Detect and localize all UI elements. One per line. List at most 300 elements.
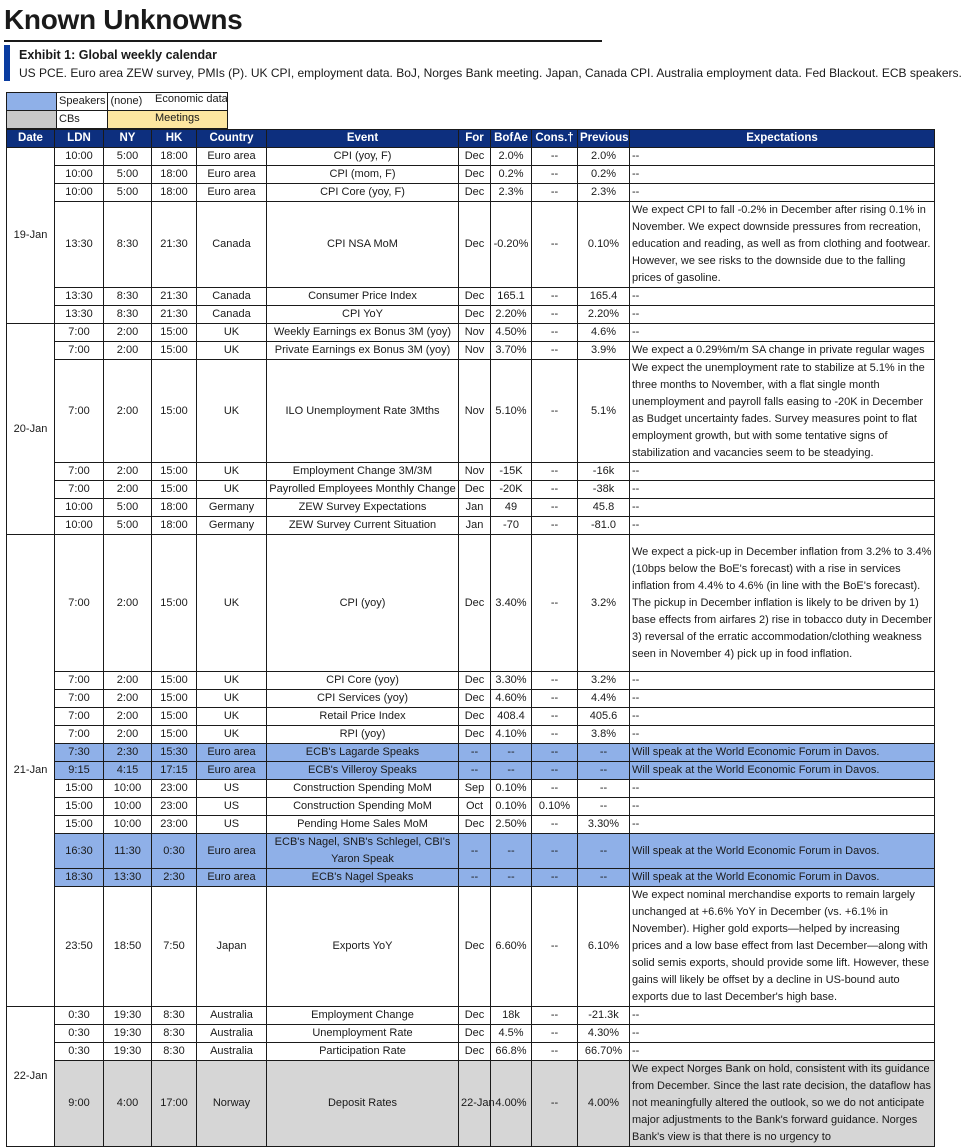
bofae-cell: -70: [491, 517, 532, 535]
event-cell: CPI Services (yoy): [267, 690, 459, 708]
country-cell: UK: [197, 360, 267, 463]
consensus-cell: --: [532, 780, 578, 798]
event-cell: Employment Change 3M/3M: [267, 463, 459, 481]
ny-cell: 4:15: [104, 762, 152, 780]
bofae-cell: --: [491, 869, 532, 887]
exhibit-subtitle: US PCE. Euro area ZEW survey, PMIs (P). UK CPI, employment data. BoJ, Norges Bank meeting. Japan, Canada CPI. Australia employment data. Fed Blackout. ECB speakers.: [19, 66, 962, 80]
previous-cell: 2.20%: [578, 306, 630, 324]
country-cell: Euro area: [197, 184, 267, 202]
previous-cell: 3.9%: [578, 342, 630, 360]
date-cell: 19-Jan: [7, 148, 55, 324]
hk-cell: 17:00: [152, 1061, 197, 1147]
calendar-row: [7, 708, 935, 726]
expectations-cell: --: [630, 324, 935, 342]
country-cell: UK: [197, 481, 267, 499]
expectations-cell: --: [630, 1043, 935, 1061]
event-cell: Construction Spending MoM: [267, 780, 459, 798]
ldn-cell: 13:30: [55, 202, 104, 288]
expectations-cell: We expect CPI to fall -0.2% in December after rising 0.1% in November. We expect downside pressures from recreation, education and reading, as well as from clothing and footwear. However, we see risks to the downside due to the falling prices of gasoline.: [630, 202, 935, 288]
consensus-cell: --: [532, 744, 578, 762]
page-title: Known Unknowns: [4, 4, 243, 35]
date-cell: 21-Jan: [7, 535, 55, 1007]
ldn-cell: 7:00: [55, 690, 104, 708]
for-cell: Dec: [459, 535, 491, 672]
legend-cbs-swatch: [7, 111, 57, 129]
ldn-cell: 7:00: [55, 360, 104, 463]
ldn-cell: 7:00: [55, 672, 104, 690]
event-cell: Payrolled Employees Monthly Change: [267, 481, 459, 499]
col-header-ldn: LDN: [55, 130, 104, 148]
hk-cell: 23:00: [152, 798, 197, 816]
expectations-cell: We expect the unemployment rate to stabilize at 5.1% in the three months to November, with a flat single month unemployment and payroll falls easing to -20K in December as Budget uncertainty fades. Survey measures point to flat employment growth, but with some tentative signs of stabilization and vacancies seem to be steadying.: [630, 360, 935, 463]
consensus-cell: --: [532, 342, 578, 360]
consensus-cell: --: [532, 726, 578, 744]
calendar-row: [7, 166, 935, 184]
for-cell: Nov: [459, 463, 491, 481]
ldn-cell: 10:00: [55, 184, 104, 202]
calendar-row: [7, 306, 935, 324]
ny-cell: 10:00: [104, 798, 152, 816]
hk-cell: 15:00: [152, 324, 197, 342]
expectations-cell: --: [630, 148, 935, 166]
calendar-row: [7, 517, 935, 535]
event-cell: Pending Home Sales MoM: [267, 816, 459, 834]
calendar-row: [7, 672, 935, 690]
hk-cell: 8:30: [152, 1043, 197, 1061]
col-header-previous: Previous: [578, 130, 630, 148]
consensus-cell: --: [532, 306, 578, 324]
ldn-cell: 0:30: [55, 1043, 104, 1061]
ny-cell: 2:00: [104, 342, 152, 360]
for-cell: Dec: [459, 690, 491, 708]
bofae-cell: 4.00%: [491, 1061, 532, 1147]
ldn-cell: 10:00: [55, 148, 104, 166]
hk-cell: 15:00: [152, 726, 197, 744]
bofae-cell: 3.40%: [491, 535, 532, 672]
hk-cell: 21:30: [152, 202, 197, 288]
col-header-ny: NY: [104, 130, 152, 148]
for-cell: Dec: [459, 887, 491, 1007]
event-cell: CPI Core (yoy, F): [267, 184, 459, 202]
ny-cell: 2:00: [104, 672, 152, 690]
hk-cell: 15:00: [152, 708, 197, 726]
previous-cell: 405.6: [578, 708, 630, 726]
event-cell: Retail Price Index: [267, 708, 459, 726]
ny-cell: 5:00: [104, 184, 152, 202]
previous-cell: --: [578, 744, 630, 762]
bofae-cell: 18k: [491, 1007, 532, 1025]
calendar-row: [7, 1043, 935, 1061]
previous-cell: 2.3%: [578, 184, 630, 202]
ny-cell: 19:30: [104, 1025, 152, 1043]
event-cell: Private Earnings ex Bonus 3M (yoy): [267, 342, 459, 360]
event-cell: CPI (yoy, F): [267, 148, 459, 166]
calendar-row: [7, 816, 935, 834]
bofae-cell: 4.5%: [491, 1025, 532, 1043]
ny-cell: 2:00: [104, 726, 152, 744]
hk-cell: 15:00: [152, 360, 197, 463]
col-header-bofae: BofAe: [491, 130, 532, 148]
ny-cell: 10:00: [104, 780, 152, 798]
ldn-cell: 0:30: [55, 1025, 104, 1043]
consensus-cell: --: [532, 148, 578, 166]
previous-cell: -16k: [578, 463, 630, 481]
bofae-cell: 3.70%: [491, 342, 532, 360]
previous-cell: --: [578, 780, 630, 798]
hk-cell: 21:30: [152, 306, 197, 324]
for-cell: Dec: [459, 202, 491, 288]
ldn-cell: 10:00: [55, 499, 104, 517]
bofae-cell: 2.20%: [491, 306, 532, 324]
expectations-cell: We expect Norges Bank on hold, consistent with its guidance from December. Since the last rate decision, the dataflow has not meaningfully altered the outlook, so we do not anticipate major adjustments to the Bank's forward guidance. Norges Bank's view is that there is no urgency to: [630, 1061, 935, 1147]
previous-cell: 2.0%: [578, 148, 630, 166]
for-cell: Dec: [459, 1025, 491, 1043]
previous-cell: --: [578, 762, 630, 780]
ny-cell: 5:00: [104, 499, 152, 517]
consensus-cell: --: [532, 816, 578, 834]
ny-cell: 2:00: [104, 360, 152, 463]
bofae-cell: 165.1: [491, 288, 532, 306]
for-cell: Dec: [459, 288, 491, 306]
hk-cell: 8:30: [152, 1025, 197, 1043]
bofae-cell: 5.10%: [491, 360, 532, 463]
event-cell: ECB's Nagel Speaks: [267, 869, 459, 887]
bofae-cell: 2.0%: [491, 148, 532, 166]
country-cell: Australia: [197, 1043, 267, 1061]
event-cell: ECB's Nagel, SNB's Schlegel, CBI's Yaron Speak: [267, 834, 459, 869]
consensus-cell: 0.10%: [532, 798, 578, 816]
ny-cell: 5:00: [104, 148, 152, 166]
consensus-cell: --: [532, 869, 578, 887]
hk-cell: 8:30: [152, 1007, 197, 1025]
for-cell: Dec: [459, 672, 491, 690]
consensus-cell: --: [532, 834, 578, 869]
expectations-cell: Will speak at the World Economic Forum in Davos.: [630, 744, 935, 762]
ny-cell: 19:30: [104, 1043, 152, 1061]
previous-cell: 4.30%: [578, 1025, 630, 1043]
consensus-cell: --: [532, 535, 578, 672]
for-cell: --: [459, 834, 491, 869]
bofae-cell: 0.10%: [491, 798, 532, 816]
country-cell: UK: [197, 463, 267, 481]
hk-cell: 18:00: [152, 499, 197, 517]
expectations-cell: --: [630, 499, 935, 517]
event-cell: CPI (mom, F): [267, 166, 459, 184]
exhibit-title: Exhibit 1: Global weekly calendar: [19, 48, 217, 62]
country-cell: Canada: [197, 306, 267, 324]
ny-cell: 4:00: [104, 1061, 152, 1147]
for-cell: Oct: [459, 798, 491, 816]
country-cell: Australia: [197, 1025, 267, 1043]
calendar-row: [7, 834, 935, 869]
consensus-cell: --: [532, 708, 578, 726]
for-cell: Dec: [459, 816, 491, 834]
calendar-row: [7, 1007, 935, 1025]
previous-cell: 66.70%: [578, 1043, 630, 1061]
ldn-cell: 15:00: [55, 780, 104, 798]
event-cell: Employment Change: [267, 1007, 459, 1025]
bofae-cell: -20K: [491, 481, 532, 499]
event-cell: Unemployment Rate: [267, 1025, 459, 1043]
ny-cell: 8:30: [104, 288, 152, 306]
ldn-cell: 7:00: [55, 708, 104, 726]
expectations-cell: We expect nominal merchandise exports to remain largely unchanged at +6.6% YoY in December (vs. +6.1% in November). Higher gold exports—helped by increasing prices and a low base effect from last December—along with solid semis exports, should provide some lift. However, these gains will likely be offset by a decline in US-bound auto exports due to last December's high base.: [630, 887, 935, 1007]
for-cell: Dec: [459, 726, 491, 744]
consensus-cell: --: [532, 762, 578, 780]
calendar-row: [7, 481, 935, 499]
ldn-cell: 10:00: [55, 166, 104, 184]
consensus-cell: --: [532, 360, 578, 463]
calendar-row: [7, 342, 935, 360]
bofae-cell: 0.10%: [491, 780, 532, 798]
previous-cell: 0.10%: [578, 202, 630, 288]
previous-cell: 4.6%: [578, 324, 630, 342]
consensus-cell: --: [532, 463, 578, 481]
country-cell: UK: [197, 342, 267, 360]
title-rule: [4, 40, 602, 42]
date-cell: 22-Jan: [7, 1007, 55, 1147]
country-cell: Euro area: [197, 148, 267, 166]
hk-cell: 15:00: [152, 672, 197, 690]
event-cell: ILO Unemployment Rate 3Mths: [267, 360, 459, 463]
previous-cell: 6.10%: [578, 887, 630, 1007]
for-cell: Dec: [459, 1007, 491, 1025]
hk-cell: 15:00: [152, 690, 197, 708]
ny-cell: 2:00: [104, 535, 152, 672]
ldn-cell: 7:30: [55, 744, 104, 762]
calendar-row: [7, 288, 935, 306]
calendar-row: [7, 1025, 935, 1043]
previous-cell: 3.8%: [578, 726, 630, 744]
expectations-cell: --: [630, 1025, 935, 1043]
hk-cell: 15:00: [152, 535, 197, 672]
consensus-cell: --: [532, 1007, 578, 1025]
event-cell: ECB's Lagarde Speaks: [267, 744, 459, 762]
for-cell: Dec: [459, 184, 491, 202]
hk-cell: 15:30: [152, 744, 197, 762]
ldn-cell: 7:00: [55, 726, 104, 744]
country-cell: US: [197, 780, 267, 798]
country-cell: Euro area: [197, 762, 267, 780]
calendar-row: [7, 535, 935, 672]
consensus-cell: --: [532, 166, 578, 184]
expectations-cell: Will speak at the World Economic Forum in Davos.: [630, 869, 935, 887]
hk-cell: 0:30: [152, 834, 197, 869]
legend-speakers-swatch: [7, 93, 57, 111]
country-cell: Germany: [197, 499, 267, 517]
calendar-row: [7, 1061, 935, 1147]
country-cell: Germany: [197, 517, 267, 535]
consensus-cell: --: [532, 184, 578, 202]
bofae-cell: -15K: [491, 463, 532, 481]
expectations-cell: Will speak at the World Economic Forum in Davos.: [630, 762, 935, 780]
calendar-row: [7, 463, 935, 481]
ny-cell: 2:00: [104, 708, 152, 726]
hk-cell: 2:30: [152, 869, 197, 887]
consensus-cell: --: [532, 1025, 578, 1043]
for-cell: Dec: [459, 1043, 491, 1061]
col-header-country: Country: [197, 130, 267, 148]
expectations-cell: --: [630, 1007, 935, 1025]
ldn-cell: 7:00: [55, 342, 104, 360]
expectations-cell: --: [630, 672, 935, 690]
hk-cell: 17:15: [152, 762, 197, 780]
event-cell: RPI (yoy): [267, 726, 459, 744]
consensus-cell: --: [532, 672, 578, 690]
ny-cell: 19:30: [104, 1007, 152, 1025]
country-cell: Euro area: [197, 166, 267, 184]
event-cell: Construction Spending MoM: [267, 798, 459, 816]
calendar-row: [7, 869, 935, 887]
calendar-row: [7, 184, 935, 202]
bofae-cell: 0.2%: [491, 166, 532, 184]
date-cell: 20-Jan: [7, 324, 55, 535]
col-header-for: For: [459, 130, 491, 148]
legend-none-label: (none): [108, 93, 228, 111]
col-header-event: Event: [267, 130, 459, 148]
for-cell: Jan: [459, 499, 491, 517]
expectations-cell: --: [630, 690, 935, 708]
country-cell: UK: [197, 726, 267, 744]
for-cell: Dec: [459, 306, 491, 324]
consensus-cell: --: [532, 499, 578, 517]
event-cell: Consumer Price Index: [267, 288, 459, 306]
ldn-cell: 9:15: [55, 762, 104, 780]
legend-economic-data-label: Economic data: [155, 93, 228, 105]
consensus-cell: --: [532, 1043, 578, 1061]
consensus-cell: --: [532, 887, 578, 1007]
ny-cell: 8:30: [104, 202, 152, 288]
ny-cell: 8:30: [104, 306, 152, 324]
legend-meetings-label: Meetings: [155, 112, 200, 124]
previous-cell: 4.00%: [578, 1061, 630, 1147]
col-header-consensus: Cons.†: [532, 130, 578, 148]
consensus-cell: --: [532, 202, 578, 288]
hk-cell: 21:30: [152, 288, 197, 306]
hk-cell: 7:50: [152, 887, 197, 1007]
bofae-cell: 408.4: [491, 708, 532, 726]
ldn-cell: 18:30: [55, 869, 104, 887]
ny-cell: 13:30: [104, 869, 152, 887]
calendar-row: [7, 726, 935, 744]
ny-cell: 2:00: [104, 690, 152, 708]
calendar-row: [7, 798, 935, 816]
previous-cell: -38k: [578, 481, 630, 499]
event-cell: CPI NSA MoM: [267, 202, 459, 288]
calendar-row: [7, 690, 935, 708]
hk-cell: 18:00: [152, 148, 197, 166]
country-cell: UK: [197, 708, 267, 726]
previous-cell: -21.3k: [578, 1007, 630, 1025]
bofae-cell: --: [491, 744, 532, 762]
for-cell: Dec: [459, 148, 491, 166]
ny-cell: 5:00: [104, 517, 152, 535]
col-header-hk: HK: [152, 130, 197, 148]
previous-cell: --: [578, 834, 630, 869]
previous-cell: 5.1%: [578, 360, 630, 463]
expectations-cell: --: [630, 463, 935, 481]
bofae-cell: 6.60%: [491, 887, 532, 1007]
for-cell: Nov: [459, 360, 491, 463]
bofae-cell: --: [491, 834, 532, 869]
ldn-cell: 23:50: [55, 887, 104, 1007]
calendar-row: [7, 148, 935, 166]
for-cell: --: [459, 744, 491, 762]
for-cell: Nov: [459, 342, 491, 360]
calendar-row: [7, 202, 935, 288]
event-cell: CPI Core (yoy): [267, 672, 459, 690]
previous-cell: 165.4: [578, 288, 630, 306]
hk-cell: 23:00: [152, 780, 197, 798]
ldn-cell: 9:00: [55, 1061, 104, 1147]
country-cell: UK: [197, 690, 267, 708]
legend-speakers-label: Speakers: [57, 93, 108, 111]
consensus-cell: --: [532, 1061, 578, 1147]
consensus-cell: --: [532, 288, 578, 306]
ny-cell: 2:00: [104, 481, 152, 499]
country-cell: Euro area: [197, 834, 267, 869]
ldn-cell: 10:00: [55, 517, 104, 535]
for-cell: Sep: [459, 780, 491, 798]
hk-cell: 18:00: [152, 184, 197, 202]
expectations-cell: --: [630, 780, 935, 798]
hk-cell: 15:00: [152, 481, 197, 499]
previous-cell: 4.4%: [578, 690, 630, 708]
col-header-date: Date: [7, 130, 55, 148]
ny-cell: 2:00: [104, 324, 152, 342]
country-cell: Canada: [197, 202, 267, 288]
consensus-cell: --: [532, 324, 578, 342]
bofae-cell: --: [491, 762, 532, 780]
event-cell: Exports YoY: [267, 887, 459, 1007]
country-cell: US: [197, 798, 267, 816]
ldn-cell: 15:00: [55, 816, 104, 834]
ldn-cell: 16:30: [55, 834, 104, 869]
ny-cell: 2:00: [104, 463, 152, 481]
calendar-row: [7, 780, 935, 798]
ldn-cell: 15:00: [55, 798, 104, 816]
for-cell: Dec: [459, 166, 491, 184]
bofae-cell: 4.60%: [491, 690, 532, 708]
bofae-cell: 2.50%: [491, 816, 532, 834]
previous-cell: --: [578, 798, 630, 816]
ny-cell: 5:00: [104, 166, 152, 184]
bofae-cell: -0.20%: [491, 202, 532, 288]
previous-cell: 3.2%: [578, 672, 630, 690]
calendar-row: [7, 499, 935, 517]
expectations-cell: Will speak at the World Economic Forum in Davos.: [630, 834, 935, 869]
country-cell: Euro area: [197, 744, 267, 762]
exhibit-accent-bar: [4, 45, 10, 81]
event-cell: Participation Rate: [267, 1043, 459, 1061]
previous-cell: --: [578, 869, 630, 887]
bofae-cell: 66.8%: [491, 1043, 532, 1061]
hk-cell: 23:00: [152, 816, 197, 834]
consensus-cell: --: [532, 481, 578, 499]
expectations-cell: We expect a 0.29%m/m SA change in private regular wages: [630, 342, 935, 360]
ldn-cell: 7:00: [55, 463, 104, 481]
previous-cell: 45.8: [578, 499, 630, 517]
bofae-cell: 4.50%: [491, 324, 532, 342]
calendar-row: [7, 762, 935, 780]
previous-cell: -81.0: [578, 517, 630, 535]
country-cell: Japan: [197, 887, 267, 1007]
ny-cell: 18:50: [104, 887, 152, 1007]
ny-cell: 11:30: [104, 834, 152, 869]
bofae-cell: 49: [491, 499, 532, 517]
for-cell: Dec: [459, 708, 491, 726]
event-cell: CPI YoY: [267, 306, 459, 324]
